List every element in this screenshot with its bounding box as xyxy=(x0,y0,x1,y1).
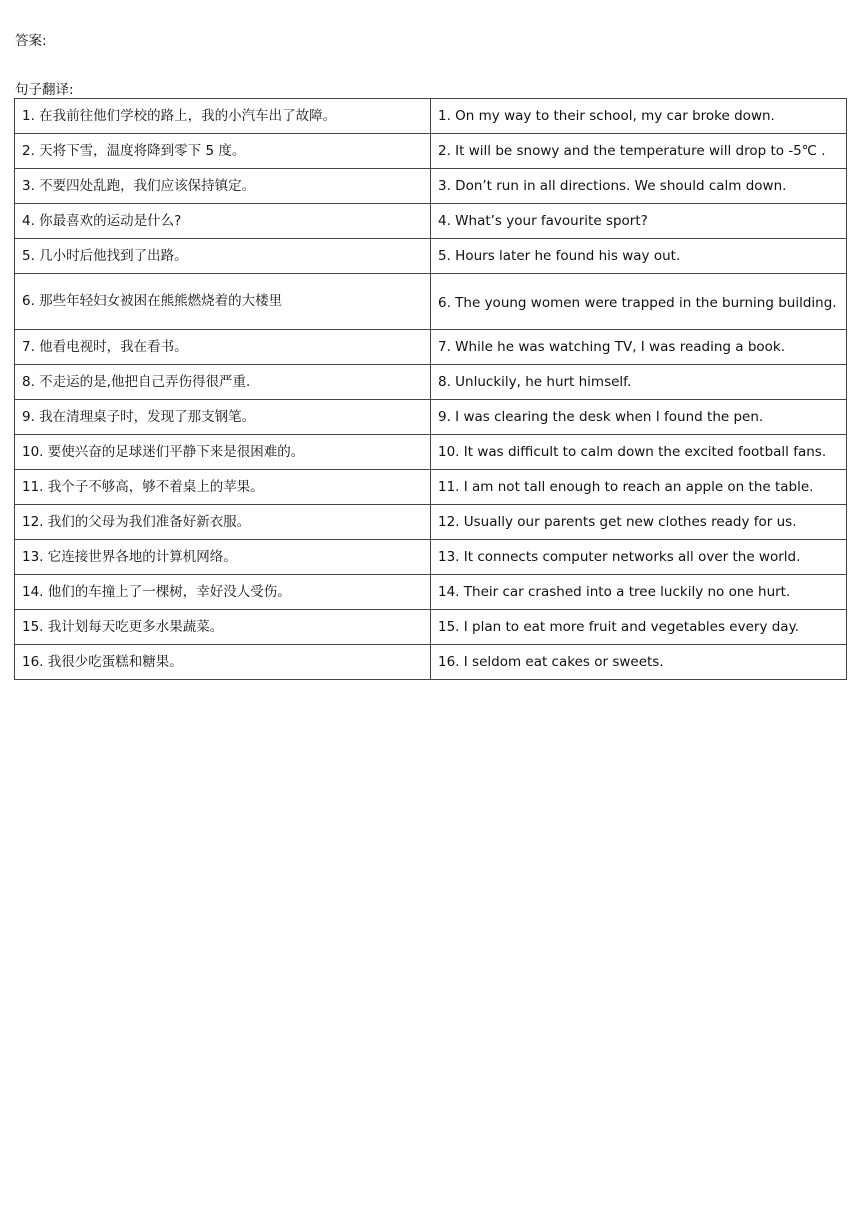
english-sentence-cell: 1. On my way to their school, my car broke down. xyxy=(431,99,847,134)
table-row xyxy=(15,274,847,330)
table-row xyxy=(15,540,847,575)
chinese-sentence-cell: 3. 不要四处乱跑，我们应该保持镇定。 xyxy=(15,169,431,204)
chinese-sentence-cell: 1. 在我前往他们学校的路上，我的小汽车出了故障。 xyxy=(15,99,431,134)
table-row xyxy=(15,169,847,204)
table-row xyxy=(15,330,847,365)
english-sentence-cell: 12. Usually our parents get new clothes ready for us. xyxy=(431,505,847,540)
chinese-sentence-cell: 14. 他们的车撞上了一棵树，幸好没人受伤。 xyxy=(15,575,431,610)
table-row xyxy=(15,505,847,540)
table-row xyxy=(15,99,847,134)
english-sentence-cell: 13. It connects computer networks all over the world. xyxy=(431,540,847,575)
table-row xyxy=(15,470,847,505)
answer-heading: 答案: xyxy=(15,33,47,49)
chinese-sentence-cell: 12. 我们的父母为我们准备好新衣服。 xyxy=(15,505,431,540)
english-sentence-cell: 3. Don’t run in all directions. We should calm down. xyxy=(431,169,847,204)
chinese-sentence-cell: 9. 我在清理桌子时，发现了那支钢笔。 xyxy=(15,400,431,435)
chinese-sentence-cell: 15. 我计划每天吃更多水果蔬菜。 xyxy=(15,610,431,645)
english-sentence-cell: 2. It will be snowy and the temperature will drop to -5℃ . xyxy=(431,134,847,169)
table-row xyxy=(15,645,847,680)
chinese-sentence-cell: 10. 要使兴奋的足球迷们平静下来是很困难的。 xyxy=(15,435,431,470)
chinese-sentence-cell: 6. 那些年轻妇女被困在熊熊燃烧着的大楼里 xyxy=(15,274,431,330)
table-row xyxy=(15,400,847,435)
english-sentence-cell: 7. While he was watching TV, I was reading a book. xyxy=(431,330,847,365)
chinese-sentence-cell: 5. 几小时后他找到了出路。 xyxy=(15,239,431,274)
english-sentence-cell: 8. Unluckily, he hurt himself. xyxy=(431,365,847,400)
table-row xyxy=(15,239,847,274)
english-sentence-cell: 10. It was difficult to calm down the excited football fans. xyxy=(431,435,847,470)
table-row xyxy=(15,134,847,169)
english-sentence-cell: 11. I am not tall enough to reach an apple on the table. xyxy=(431,470,847,505)
chinese-sentence-cell: 8. 不走运的是,他把自己弄伤得很严重. xyxy=(15,365,431,400)
english-sentence-cell: 4. What’s your favourite sport? xyxy=(431,204,847,239)
table-row xyxy=(15,365,847,400)
english-sentence-cell: 6. The young women were trapped in the burning building. xyxy=(431,274,847,330)
table-row xyxy=(15,610,847,645)
english-sentence-cell: 15. I plan to eat more fruit and vegetables every day. xyxy=(431,610,847,645)
chinese-sentence-cell: 4. 你最喜欢的运动是什么? xyxy=(15,204,431,239)
english-sentence-cell: 14. Their car crashed into a tree luckily no one hurt. xyxy=(431,575,847,610)
english-sentence-cell: 5. Hours later he found his way out. xyxy=(431,239,847,274)
chinese-sentence-cell: 13. 它连接世界各地的计算机网络。 xyxy=(15,540,431,575)
chinese-sentence-cell: 2. 天将下雪，温度将降到零下 5 度。 xyxy=(15,134,431,169)
table-row xyxy=(15,575,847,610)
translation-table xyxy=(14,98,847,680)
chinese-sentence-cell: 7. 他看电视时，我在看书。 xyxy=(15,330,431,365)
table-row xyxy=(15,435,847,470)
chinese-sentence-cell: 11. 我个子不够高，够不着桌上的苹果。 xyxy=(15,470,431,505)
english-sentence-cell: 9. I was clearing the desk when I found the pen. xyxy=(431,400,847,435)
english-sentence-cell: 16. I seldom eat cakes or sweets. xyxy=(431,645,847,680)
table-row xyxy=(15,204,847,239)
section-heading: 句子翻译: xyxy=(15,82,74,98)
chinese-sentence-cell: 16. 我很少吃蛋糕和糖果。 xyxy=(15,645,431,680)
